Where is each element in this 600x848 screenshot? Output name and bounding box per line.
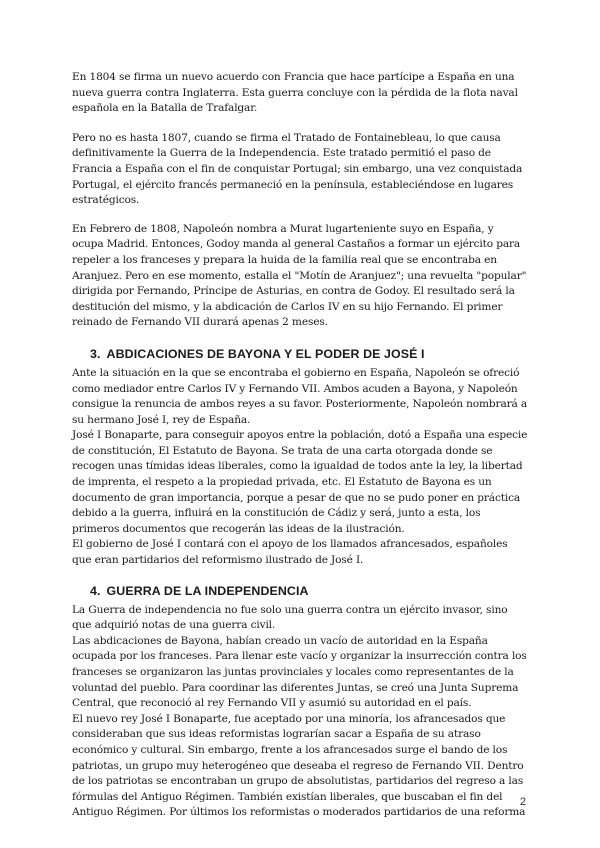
section-3-paragraph-3: El gobierno de José I contará con el apoyo de los llamados afrancesados, españoles que eran partidarios del reformismo ilustrado de José I. [72, 538, 508, 567]
intro-paragraph-1: En 1804 se firma un nuevo acuerdo con Francia que hace partícipe a España en una nueva guerra contra Inglaterra. Esta guerra concluye con la pérdida de la flota naval española en la Batalla de Trafalgar. [72, 71, 518, 115]
section-3-paragraph-1: Ante la situación en la que se encontraba el gobierno en España, Napoleón se ofreció como mediador entre Carlos IV y Fernando VII. Ambos acuden a Bayona, y Napoleón consigue la renuncia de ambos reyes a su favor. Posteriormente, Napoleón nombrará a su hermano José I, rey de España. [72, 366, 528, 426]
intro-paragraph-3: En Febrero de 1808, Napoleón nombra a Murat lugarteniente suyo en España, y ocupa Madrid. Entonces, Godoy manda al general Castaños a formar un ejército para repeler a los franceses y prepara la huida de la familia real que se encontraba en Aranjuez. Pero en ese momento, estalla el "Motín de Aranjuez"; una revuelta "popular" dirigida por Fernando, Príncipe de Asturias, en contra de Godoy. El resultado será la destitución del mismo, y la abdicación de Carlos IV en su hijo Fernando. El primer reinado de Fernando VII durará apenas 2 meses. [72, 222, 527, 329]
section-3-number: 3. [90, 346, 101, 361]
section-4-paragraph-1: La Guerra de independencia no fue solo una guerra contra un ejército invasor, sino que adquirió notas de una guerra civil. [72, 603, 508, 632]
section-3-paragraph-2: José I Bonaparte, para conseguir apoyos entre la población, dotó a España una especie de constitución, El Estatuto de Bayona. Se trata de una carta otorgada donde se recogen unas tímidas ideas liberales, como la igualdad de todos ante la ley, la libertad de imprenta, el respeto a la propiedad privada, etc. El Estatuto de Bayona es un documento de gran importancia, porque a pesar de que no se pudo poner en práctica debido a la guerra, influirá en la constitución de Cádiz y será, junto a esta, los primeros documentos que recogerán las ideas de la ilustración. [72, 429, 528, 535]
section-3-heading [72, 346, 528, 362]
section-4-heading [72, 583, 528, 599]
page-number: 2 [519, 796, 526, 808]
section-4-number: 4. [90, 583, 101, 598]
section-4-paragraph-3: El nuevo rey José I Bonaparte, fue aceptado por una minoría, los afrancesados que consideraban que sus ideas reformistas lograrían sacar a España de su atraso económico y cultural. Sin embargo, frente a los afrancesados surge el bando de los patriotas, un grupo muy heterogéneo que deseaba el regreso de Fernando VII. Dentro de los patriotas se encontraban un grupo de absolutistas, partidarios del regreso a las fórmulas del Antiguo Régimen. También existían liberales, que buscaban el fin del Antiguo Régimen. Por últimos los reformistas o moderados partidarios de una reforma [72, 712, 526, 819]
section-4-title: GUERRA DE LA INDEPENDENCIA [106, 583, 309, 598]
section-3-title: ABDICACIONES DE BAYONA Y EL PODER DE JOSÉ I [106, 346, 425, 361]
section-4-paragraph-2: Las abdicaciones de Bayona, habían creado un vacío de autoridad en la España ocupada por los franceses. Para llenar este vacío y organizar la insurrección contra los franceses se organizaron las juntas provinciales y locales como representantes de la voluntad del pueblo. Para coordinar las diferentes Juntas, se creó una Junta Suprema Central, que reconoció al rey Fernando VII y asumió su autoridad en el país. [72, 634, 527, 710]
document-page [72, 70, 528, 821]
intro-paragraph-2: Pero no es hasta 1807, cuando se firma el Tratado de Fontainebleau, lo que causa definitivamente la Guerra de la Independencia. Este tratado permitió el paso de Francia a España con el fin de conquistar Portugal; sin embargo, una vez conquistada Portugal, el ejército francés permaneció en la península, estableciéndose en lugares estratégicos. [72, 131, 523, 207]
